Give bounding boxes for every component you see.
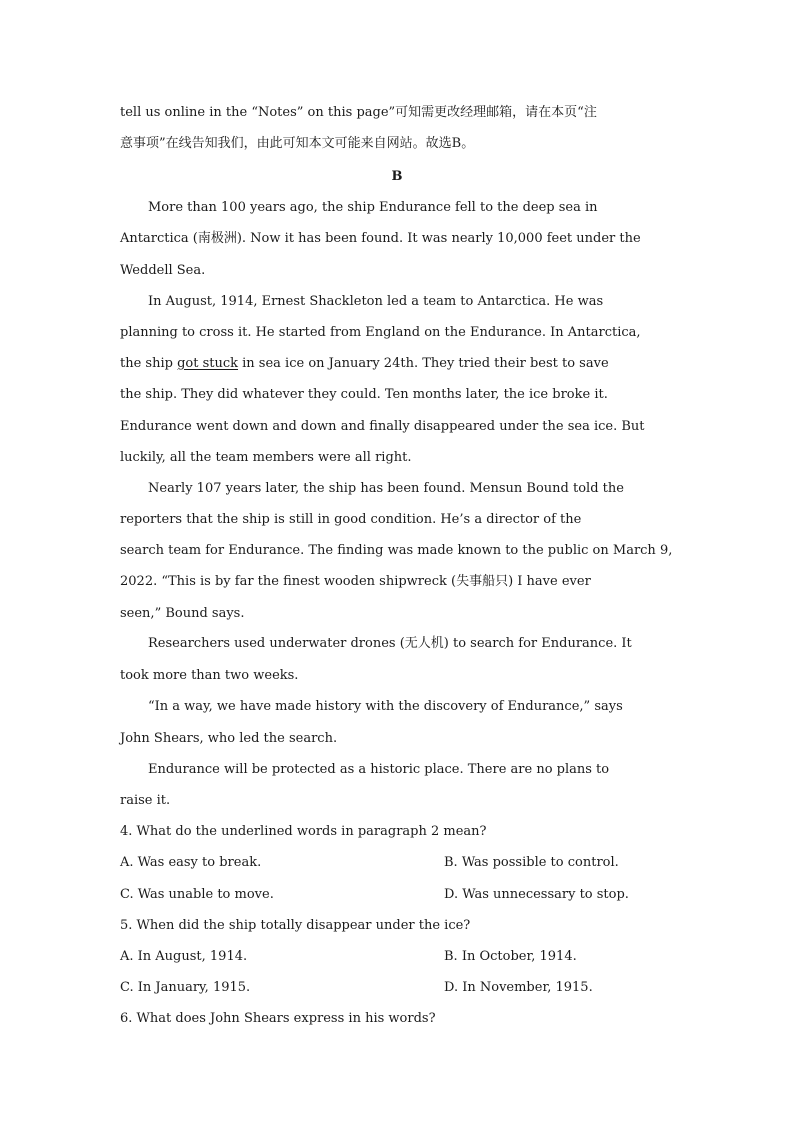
- passage-p4-line: took more than two weeks.: [120, 668, 299, 683]
- passage-p1-line: Weddell Sea.: [120, 263, 206, 278]
- passage-p5-line: John Shears, who led the search.: [120, 731, 338, 746]
- intro-line-2: 意事项”在线告知我们，由此可知本文可能来自网站。故选B。: [120, 136, 475, 151]
- passage-p6-line: Endurance will be protected as a historic place. There are no plans to: [148, 762, 610, 777]
- passage-p3-line: seen,” Bound says.: [120, 606, 245, 621]
- passage-p2-line: luckily, all the team members were all right.: [120, 450, 412, 465]
- passage-p1-line: More than 100 years ago, the ship Endurance fell to the deep sea in: [148, 200, 598, 215]
- question-4-option-c: C. Was unable to move.: [120, 887, 274, 902]
- question-4-stem: 4. What do the underlined words in paragraph 2 mean?: [120, 824, 487, 839]
- question-5-option-d: D. In November, 1915.: [444, 980, 593, 995]
- question-4-option-a: A. Was easy to break.: [120, 855, 262, 870]
- passage-p5-line: “In a way, we have made history with the discovery of Endurance,” says: [148, 699, 623, 714]
- passage-p6-line: raise it.: [120, 793, 171, 808]
- passage-p3-line: 2022. “This is by far the finest wooden shipwreck (失事船只) I have ever: [120, 574, 591, 589]
- passage-p3-line: reporters that the ship is still in good condition. He’s a director of the: [120, 512, 582, 527]
- question-4-option-b: B. Was possible to control.: [444, 855, 619, 870]
- question-5-option-a: A. In August, 1914.: [120, 949, 248, 964]
- underlined-words: got stuck: [177, 356, 239, 371]
- passage-p1-line: Antarctica (南极洲). Now it has been found. It was nearly 10,000 feet under the: [120, 231, 641, 246]
- passage-p2-line: In August, 1914, Ernest Shackleton led a team to Antarctica. He was: [148, 294, 604, 309]
- passage-p4-line: Researchers used underwater drones (无人机) to search for Endurance. It: [148, 636, 632, 651]
- passage-p2-line: [120, 355, 609, 373]
- passage-text: the ship: [120, 356, 178, 371]
- passage-text: in sea ice on January 24th. They tried their best to save: [238, 356, 609, 371]
- question-5-option-b: B. In October, 1914.: [444, 949, 577, 964]
- passage-p2-line: the ship. They did whatever they could. Ten months later, the ice broke it.: [120, 387, 608, 402]
- question-5-stem: 5. When did the ship totally disappear under the ice?: [120, 918, 471, 933]
- question-6-stem: 6. What does John Shears express in his words?: [120, 1011, 436, 1026]
- passage-p3-line: search team for Endurance. The finding was made known to the public on March 9,: [120, 543, 673, 558]
- question-5-option-c: C. In January, 1915.: [120, 980, 251, 995]
- passage-p2-line: planning to cross it. He started from England on the Endurance. In Antarctica,: [120, 325, 641, 340]
- passage-p2-line: Endurance went down and down and finally disappeared under the sea ice. But: [120, 419, 645, 434]
- passage-p3-line: Nearly 107 years later, the ship has been found. Mensun Bound told the: [148, 481, 624, 496]
- question-4-option-d: D. Was unnecessary to stop.: [444, 887, 629, 902]
- section-heading: B: [391, 169, 403, 184]
- intro-line-1: tell us online in the “Notes” on this page”可知需更改经理邮箱，请在本页“注: [120, 105, 597, 120]
